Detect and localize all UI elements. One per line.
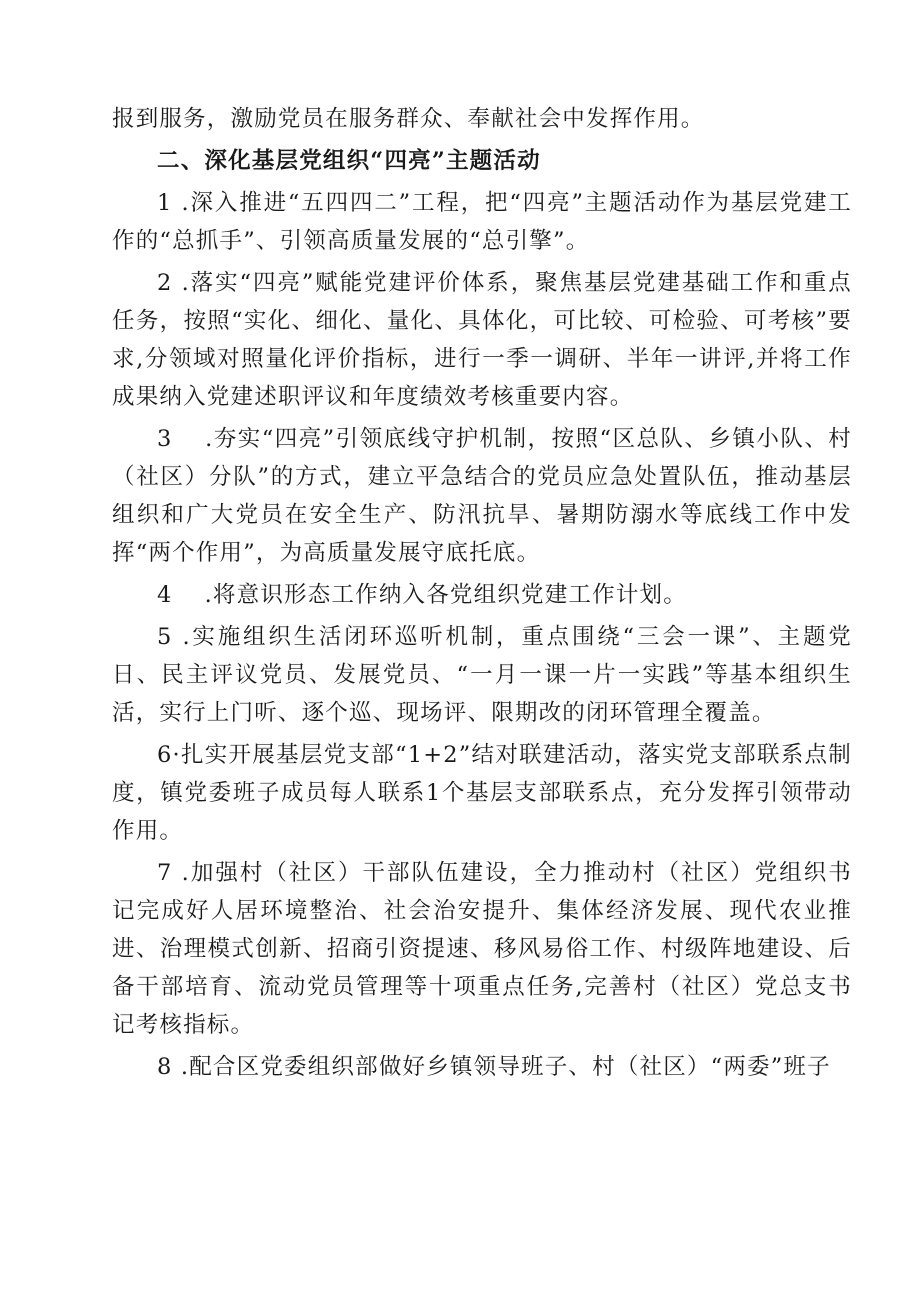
section-heading: 二、深化基层党组织“四亮”主题活动 xyxy=(157,148,541,174)
paragraph-item-6: 6·扎实开展基层党支部“1+2”结对联建活动，落实党支部联系点制度，镇党委班子成员每人联系1个基层支部联系点，充分发挥引领带动作用。 xyxy=(112,742,852,844)
paragraph-item-3: 3 .夯实“四亮”引领底线守护机制，按照“区总队、乡镇小队、村（社区）分队”的方式，建立平急结合的党员应急处置队伍，推动基层组织和广大党员在安全生产、防汛抗旱、暑期防溺水等底线工作中发挥“两个作用”，为高质量发展守底托底。 xyxy=(112,426,852,566)
paragraph-continuation: 报到服务，激励党员在服务群众、奉献社会中发挥作用。 xyxy=(112,106,705,132)
paragraph-item-2: 2 .落实“四亮”赋能党建评价体系，聚焦基层党建基础工作和重点任务，按照“实化、细化、量化、具体化，可比较、可检验、可考核”要求,分领域对照量化评价指标，进行一季一调研、半年一讲评,并将工作成果纳入党建述职评议和年度绩效考核重要内容。 xyxy=(112,270,852,410)
paragraph-item-5: 5 .实施组织生活闭环巡听机制，重点围绕“三会一课”、主题党日、民主评议党员、发展党员、“一月一课一片一实践”等基本组织生活，实行上门听、逐个巡、现场评、限期改的闭环管理全覆盖。 xyxy=(112,624,852,726)
paragraph-item-4: 4 .将意识形态工作纳入各党组织党建工作计划。 xyxy=(157,582,687,608)
paragraph-item-8: 8 .配合区党委组织部做好乡镇领导班子、村（社区）“两委”班子 xyxy=(157,1054,831,1080)
document-page xyxy=(112,100,852,1086)
paragraph-item-7: 7 .加强村（社区）干部队伍建设，全力推动村（社区）党组织书记完成好人居环境整治、社会治安提升、集体经济发展、现代农业推进、治理模式创新、招商引资提速、移风易俗工作、村级阵地建设、后备干部培育、流动党员管理等十项重点任务,完善村（社区）党总支书记考核指标。 xyxy=(112,860,852,1038)
paragraph-item-1: 1 .深入推进“五四四二”工程，把“四亮”主题活动作为基层党建工作的“总抓手”、引领高质量发展的“总引擎”。 xyxy=(112,190,852,254)
